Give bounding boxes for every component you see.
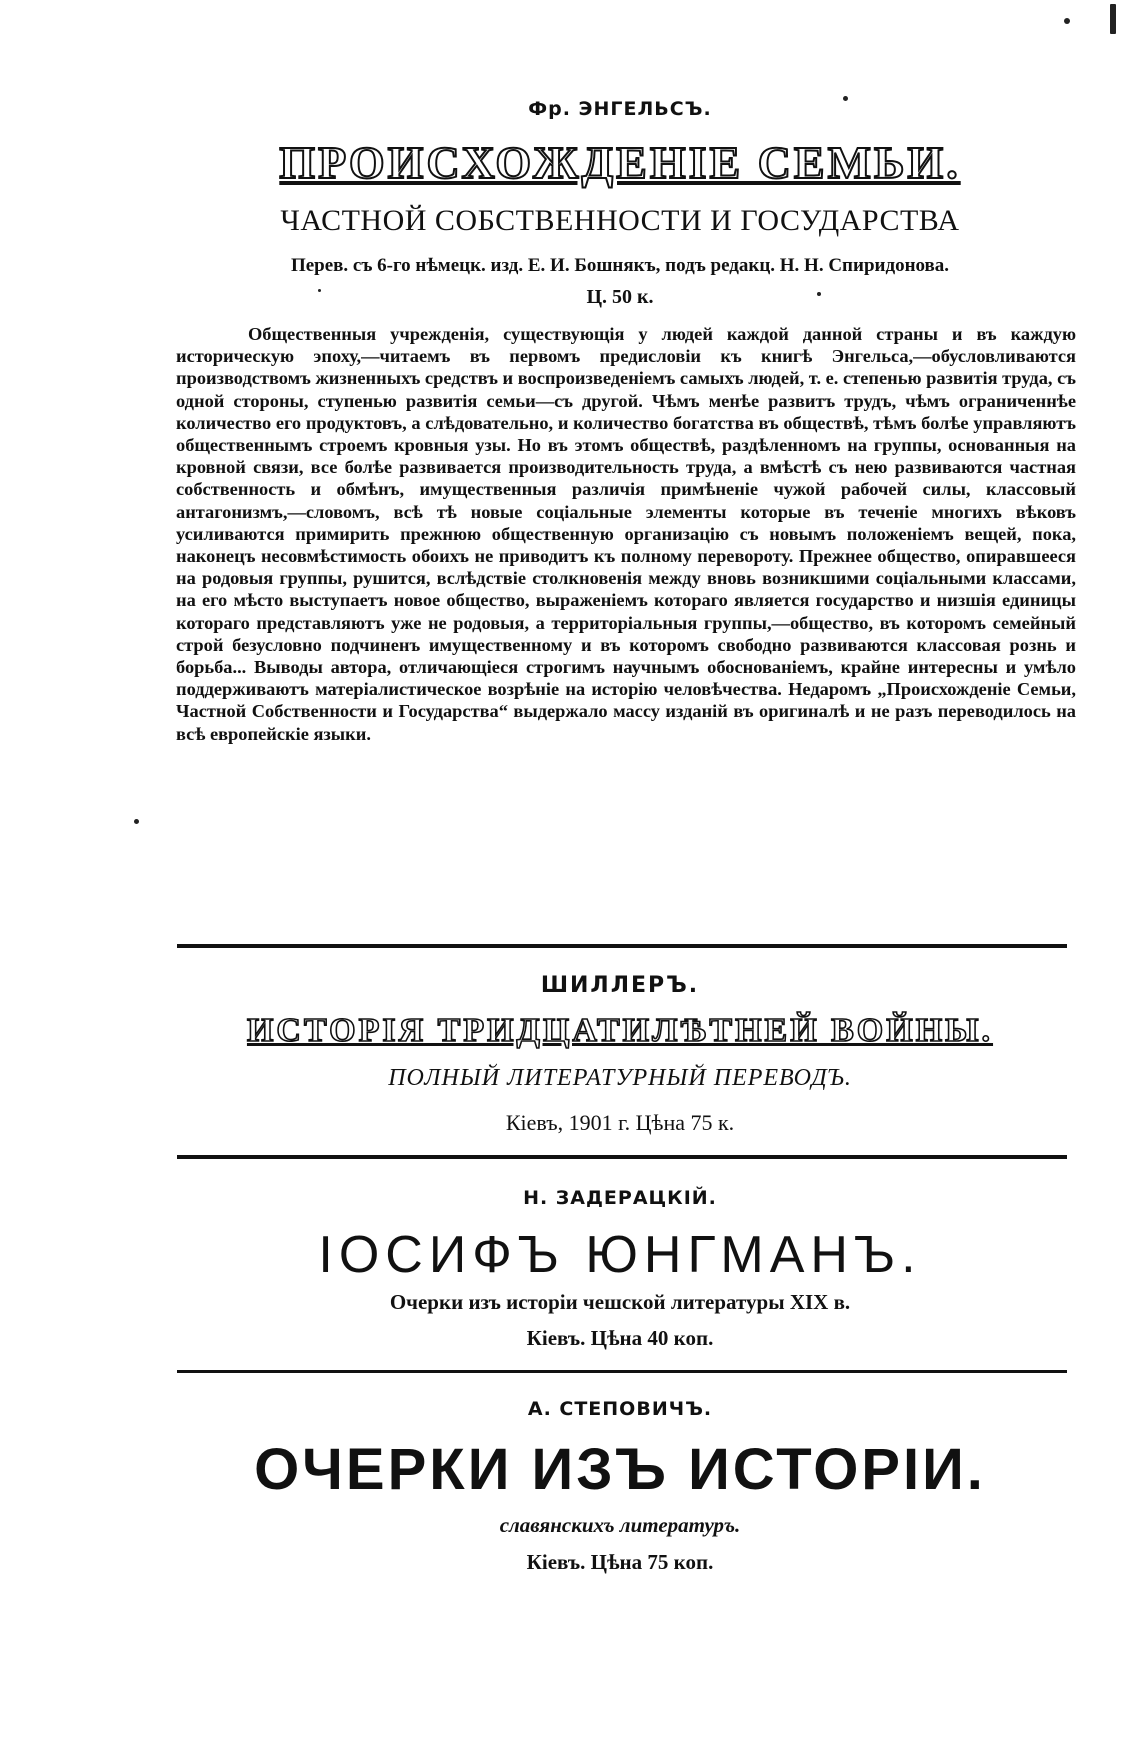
zaderatsky-subtitle: Очерки изъ исторіи чешской литературы XIX в. (389, 1290, 851, 1314)
zaderatsky-imprint: Кіевъ. Цѣна 40 коп. (526, 1326, 714, 1350)
schiller-title: ИСТОРІЯ ТРИДЦАТИЛѢТНЕЙ ВОЙНЫ. (246, 1012, 994, 1049)
scan-speck (1064, 18, 1070, 24)
scan-speck (1110, 4, 1116, 34)
section-divider (177, 944, 1067, 948)
engels-price: Ц. 50 к. (586, 286, 654, 308)
schiller-imprint: Кіевъ, 1901 г. Цѣна 75 к. (505, 1110, 735, 1135)
stepovich-subtitle: славянскихъ литературъ. (499, 1513, 741, 1537)
engels-author: Фр. ЭНГЕЛЬСЪ. (528, 98, 712, 120)
stepovich-author: А. СТЕПОВИЧЪ. (527, 1398, 713, 1420)
section-divider (177, 1370, 1067, 1373)
engels-subtitle: ЧАСТНОЙ СОБСТВЕННОСТИ И ГОСУДАРСТВА (280, 204, 960, 237)
engels-description: Общественныя учрежденія, существующія у людей каждой данной страны и въ каждую историческую эпоху,—читаемъ въ первомъ предисловіи къ книгѣ Энгельса,—обусловливаются производствомъ жизненныхъ средствъ и воспроизведеніемъ самыхъ людей, т. е. степенью развитія труда, съ одной стороны, ступенью развитія семьи—съ другой. Чѣмъ менѣе развитъ трудъ, чѣмъ ограниченнѣе количество его продуктовъ, а слѣдовательно, и количество богатства въ обществѣ, тѣмъ болѣе управляютъ общественнымъ строемъ кровныя узы. Но въ этомъ обществѣ, раздѣленномъ на группы, основанныя на кровной связи, все болѣе развивается производительность труда, а вмѣстѣ съ нею развиваются частная собственность и обмѣнъ, имущественныя различія примѣненіе чужой рабочей силы, классовый антагонизмъ,—словомъ, всѣ тѣ новые соціальные элементы которые въ теченіе многихъ вѣковъ усиливаются примирить прежнюю общественную организацію съ новымъ положеніемъ вещей, пока, наконецъ несовмѣстимость обоихъ не приводитъ къ полному перевороту. Прежнее общество, опиравшееся на родовыя группы, рушится, вслѣдствіе столкновенія между вновь возникшими соціальными классами, на его мѣсто выступаетъ новое общество, выраженіемъ котораго является государство и низшія единицы котораго представляютъ уже не родовыя, а территоріальныя группы,—общество, въ которомъ семейный строй безусловно подчиненъ имущественному и въ которомъ свободно развиваются классовая рознь и борьба... Выводы автора, отличающіеся строгимъ научнымъ обоснованіемъ, крайне интересны и умѣло поддерживаютъ матеріалистическое возрѣніе на исторію человѣчества. Недаромъ „Происхожденіе Семьи, Частной Собственности и Государства“ выдержало массу изданій въ оригиналѣ и не разъ переводилось на всѣ европейскіе языки. (176, 324, 1076, 744)
scan-speck (134, 819, 139, 824)
engels-title: ПРОИСХОЖДЕНІЕ СЕМЬИ. (279, 137, 961, 188)
section-divider (177, 1155, 1067, 1159)
schiller-author: ШИЛЛЕРЪ. (540, 973, 700, 998)
engels-translation: Перев. съ 6-го нѣмецк. изд. Е. И. Бошнякъ, подъ редакц. Н. Н. Спиридонова. (290, 255, 950, 276)
zaderatsky-title: ІОСИФЪ ЮНГМАНЪ. (318, 1226, 922, 1284)
stepovich-imprint: Кіевъ. Цѣна 75 коп. (526, 1550, 714, 1574)
stepovich-title: ОЧЕРКИ ИЗЪ ИСТОРІИ. (254, 1437, 986, 1502)
zaderatsky-author: Н. ЗАДЕРАЦКІЙ. (523, 1187, 717, 1209)
schiller-subtitle: ПОЛНЫЙ ЛИТЕРАТУРНЫЙ ПЕРЕВОДЪ. (388, 1065, 852, 1091)
